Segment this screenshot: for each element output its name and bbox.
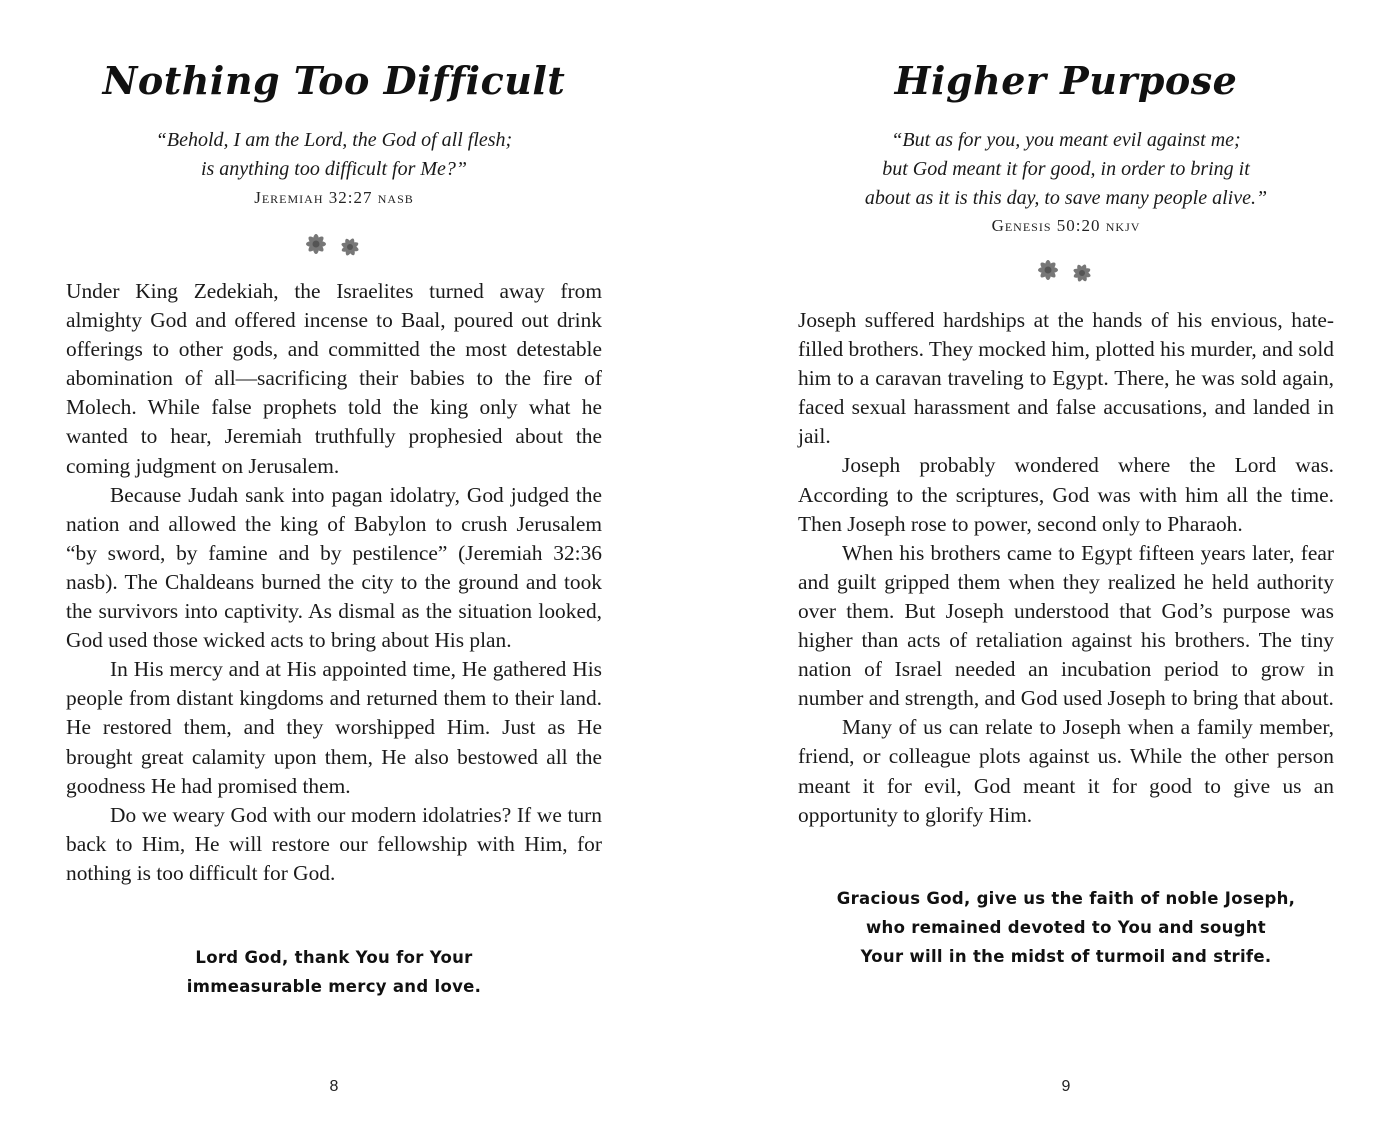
closing-prayer — [66, 943, 602, 1001]
scripture-verse — [66, 126, 602, 184]
scripture-reference: Jeremiah 32:27 nasb — [254, 188, 414, 207]
prayer-line: who remained devoted to You and sought — [865, 918, 1266, 937]
prayer-line: immeasurable mercy and love. — [186, 977, 482, 996]
scripture-verse — [798, 126, 1334, 213]
right-page — [798, 0, 1334, 1138]
devotional-body — [66, 277, 602, 888]
two-flowers-ornament-icon — [66, 226, 602, 269]
paragraph: Joseph suffered hardships at the hands of his envious, hate-filled brothers. They mocked him, plotted his murder, and sold him to a caravan traveling to Egypt. There, he was sold again, faced sexual harassment and false accusations, and landed in jail. — [798, 308, 1334, 449]
paragraph: In His mercy and at His appointed time, He gathered His people from distant kingdoms and returned them to their land. He restored them, and they worshipped Him. Just as He brought great calamity upon them, He also bestowed all the goodness He had promised them. — [66, 657, 602, 798]
left-page — [66, 0, 602, 1138]
page-title: Higher Purpose — [894, 58, 1238, 103]
verse-line: “But as for you, you meant evil against me; — [891, 129, 1241, 151]
paragraph: Joseph probably wondered where the Lord was. According to the scriptures, God was with him all the time. Then Joseph rose to power, second only to Pharaoh. — [798, 453, 1334, 536]
closing-prayer — [798, 884, 1334, 971]
verse-line: “Behold, I am the Lord, the God of all flesh; — [155, 129, 513, 151]
scripture-reference: Genesis 50:20 nkjv — [991, 216, 1141, 235]
two-flowers-ornament-icon — [798, 252, 1334, 295]
verse-line: is anything too difficult for Me?” — [200, 158, 468, 180]
prayer-line: Lord God, thank You for Your — [195, 948, 473, 967]
prayer-line: Your will in the midst of turmoil and strife. — [860, 947, 1272, 966]
paragraph: Many of us can relate to Joseph when a family member, friend, or colleague plots against us. While the other person meant it for evil, God meant it for good to give us an opportunity to glorify Him. — [798, 715, 1334, 827]
page-title: Nothing Too Difficult — [102, 58, 566, 103]
page-number: 8 — [329, 1078, 339, 1095]
verse-line: but God meant it for good, in order to bring it — [882, 158, 1250, 180]
paragraph: Under King Zedekiah, the Israelites turned away from almighty God and offered incense to Baal, poured out drink offerings to other gods, and committed the most detestable abomination of all—sacrificing their babies to the fire of Molech. While false prophets told the king only what he wanted to hear, Jeremiah truthfully prophesied about the coming judgment on Jerusalem. — [66, 279, 602, 478]
paragraph: Do we weary God with our modern idolatries? If we turn back to Him, He will restore our fellowship with Him, for nothing is too difficult for God. — [66, 802, 602, 885]
paragraph: When his brothers came to Egypt fifteen years later, fear and guilt gripped them when they realized he held authority over them. But Joseph understood that God’s purpose was higher than acts of retaliation against his brothers. The tiny nation of Israel needed an incubation period to grow in number and strength, and God used Joseph to bring that about. — [798, 540, 1334, 711]
verse-line: about as it is this day, to save many people alive.” — [864, 187, 1268, 209]
paragraph: Because Judah sank into pagan idolatry, God judged the nation and allowed the king of Babylon to crush Jerusalem “by sword, by famine and by pestilence” (Jeremiah 32:36 nasb). The Chaldeans burned the city to the ground and took the survivors into captivity. As dismal as the situation looked, God used those wicked acts to bring about His plan. — [66, 482, 602, 653]
prayer-line: Gracious God, give us the faith of noble Joseph, — [836, 889, 1296, 908]
page-number: 9 — [1061, 1078, 1071, 1095]
devotional-body — [798, 306, 1334, 830]
